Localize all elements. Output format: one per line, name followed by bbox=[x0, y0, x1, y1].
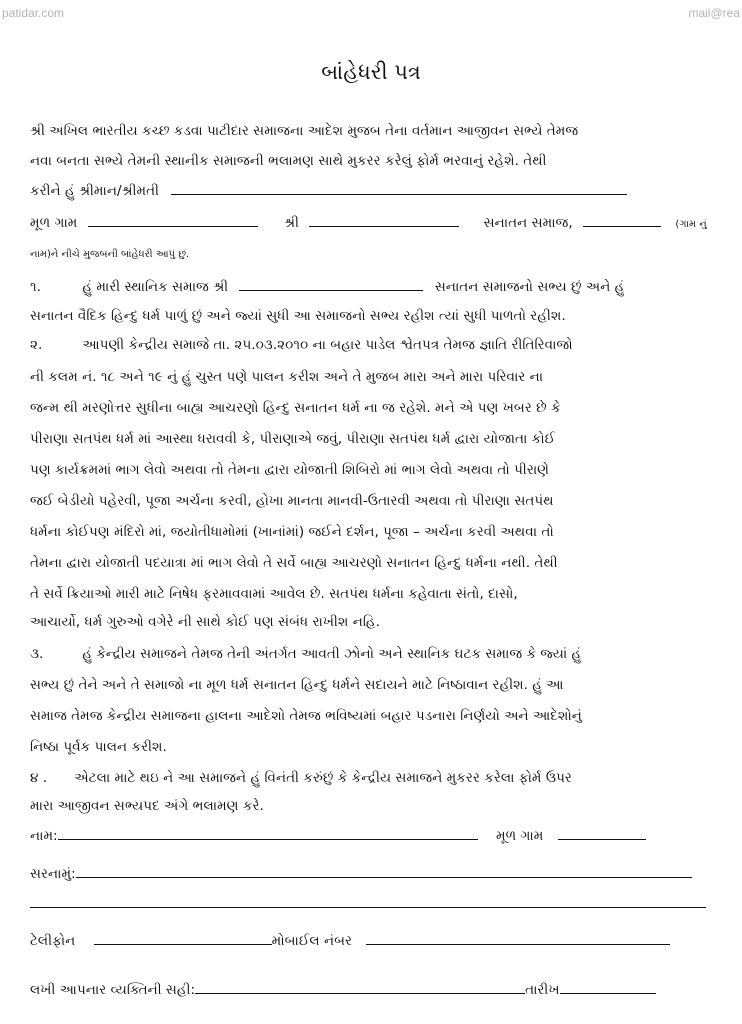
clause-2-line-2: ની કલમ નં. ૧૮ અને ૧૯ નું હું ચુસ્ત પણે પાલન કરીશ અને તે મુજબ મારા અને મારા પરિવાર ના bbox=[30, 369, 544, 385]
form-phone-row bbox=[30, 931, 730, 951]
mobile-input-line[interactable] bbox=[366, 931, 670, 945]
intro-line-3 bbox=[30, 181, 730, 201]
form-name-row bbox=[30, 826, 730, 846]
intro-village-name-blank[interactable] bbox=[583, 213, 661, 227]
form-signature-row bbox=[30, 980, 730, 1000]
header-right-email: mail@rea bbox=[688, 6, 740, 20]
date-input-line[interactable] bbox=[560, 980, 656, 994]
clause-3-line-2: સભ્ય છું તેને અને તે સમાજો ના મૂળ ધર્મ સનાતન હિન્દુ ધર્મને સદાયને માટે નિષ્ઠાવાન રહીશ. હું આ bbox=[30, 677, 564, 693]
intro-line-5 bbox=[30, 243, 730, 265]
clause-3-number: ૩. bbox=[30, 646, 44, 662]
clause-3-line-4: નિષ્ઠા પૂર્વક પાલન કરીશ. bbox=[30, 739, 167, 755]
clause-2-text-1: આપણી કેન્દ્રીય સમાજે તા. ૨૫.૦૩.૨૦૧૦ ના બહાર પાડેલ શ્વેતપત્ર તેમજ જ્ઞાતિ રીતિરિવાજો bbox=[82, 337, 573, 353]
intro-note: (ગામ નું bbox=[675, 219, 707, 230]
mobile-label: મોબાઈલ નંબર bbox=[271, 933, 353, 949]
clause-1-text-a: હું મારી સ્થાનિક સમાજ શ્રી bbox=[82, 279, 229, 295]
telephone-input-line[interactable] bbox=[94, 931, 272, 945]
intro-samaj-blank[interactable] bbox=[309, 213, 459, 227]
clause-1-line-2: સનાતન વૈદિક હિન્દુ ધર્મ પાળું છું અને જ્યાં સુધી આ સમાજનો સભ્ય રહીશ ત્યાં સુધી પાળતો રહીશ. bbox=[30, 308, 566, 324]
applicant-name-blank[interactable] bbox=[171, 181, 627, 195]
clause-3-line-3: સમાજ તેમજ કેન્દ્રીય સમાજના હાલના આદેશો તેમજ ભવિષ્યમાં બહાર પડનારા નિર્ણયો અને આદેશોનું bbox=[30, 708, 582, 724]
signature-input-line[interactable] bbox=[195, 980, 525, 994]
clause-2-line-6: જઈ બેડીયો પહેરવી, પૂજા અર્ચના કરવી, હોખા માનતા માનવી-ઉતારવી અથવા તો પીરાણા સતપંથ bbox=[30, 493, 554, 509]
address-input-line-1[interactable] bbox=[76, 864, 692, 878]
clause-4-line-1 bbox=[30, 768, 730, 788]
header-left-url: patidar.com bbox=[2, 6, 65, 20]
clause-3-line-1 bbox=[30, 644, 730, 664]
clause-2-line-3: જન્મ થી મરણોત્તર સુધીના બાહ્ય આચરણો હિન્દુ સનાતન ધર્મ ના જ રહેશે. મને એ પણ ખબર છે કે bbox=[30, 400, 561, 416]
clause-2-line-10: આચાર્યો, ધર્મ ગુરુઓ વગેરે ની સાથે કોઈ પણ સંબંધ રાખીશ નહિ. bbox=[30, 614, 380, 630]
village-label: મૂળ ગામ bbox=[495, 828, 544, 844]
intro-shri-label: શ્રી bbox=[284, 215, 299, 231]
intro-village-label: મૂળ ગામ bbox=[30, 215, 78, 231]
clause-1-line-1 bbox=[30, 277, 730, 297]
intro-line-3-text: કરીને હું શ્રીમાન/શ્રીમતી bbox=[30, 183, 160, 199]
clause-1-number: ૧. bbox=[30, 279, 41, 295]
address-label: સરનામું: bbox=[30, 866, 76, 882]
clause-3-text-1: હું કેન્દ્રીય સમાજને તેમજ તેની અંતર્ગત આવતી ઝોનો અને સ્થાનિક ઘટક સમાજ કે જ્યાં હું bbox=[82, 646, 582, 662]
form-address-row-2 bbox=[30, 894, 730, 914]
address-input-line-2[interactable] bbox=[30, 894, 706, 908]
clause-2-number: ૨. bbox=[30, 337, 43, 353]
clause-4-text-1: એટલા માટે થઇ ને આ સમાજને હું વિનંતી કરુંછું કે કેન્દ્રીય સમાજને મુકરર કરેલા ફોર્મ ઉપર bbox=[74, 770, 572, 786]
form-address-row bbox=[30, 864, 730, 884]
intro-line-5-text: નામ)ને નીચે મુજબની બાંહેધરી આપું છું. bbox=[30, 249, 190, 260]
page-title: બાંહેધરી પત્ર bbox=[321, 60, 421, 84]
clause-2-line-4: પીરાણા સતપંથ ધર્મ માં આસ્થા ધરાવવી કે, પીરાણાએ જવું, પીરાણા સતપંથ ધર્મ દ્વારા યોજાતા કોઈ bbox=[30, 431, 556, 447]
telephone-label: ટેલીફોન bbox=[30, 933, 76, 949]
intro-village-blank[interactable] bbox=[88, 213, 258, 227]
name-input-line[interactable] bbox=[58, 826, 478, 840]
date-label: તારીખ bbox=[525, 982, 560, 998]
clause-1-samaj-blank[interactable] bbox=[239, 277, 423, 291]
intro-line-4 bbox=[30, 213, 730, 235]
clause-2-line-7: ધર્મના કોઈપણ મંદિરો માં, જયોતીધામોમાં (ખાનાંમાં) જઈને દર્શન, પૂજા – અર્ચના કરવી અથવા તો bbox=[30, 524, 554, 540]
name-label: નામ: bbox=[30, 828, 58, 844]
clause-2-line-5: પણ કાર્યક્રમમાં ભાગ લેવો અથવા તો તેમના દ્વારા યોજાતી શિબિરો માં ભાગ લેવો અથવા તો પીરાણે bbox=[30, 462, 550, 478]
intro-sanatan-label: સનાતન સમાજ, bbox=[483, 215, 573, 231]
clause-2-line-1 bbox=[30, 335, 730, 355]
clause-4-line-2: મારા આજીવન સભ્યપદ અંગે ભલામણ કરે. bbox=[30, 798, 264, 814]
clause-2-line-8: તેમના દ્વારા યોજાતી પદયાત્રા માં ભાગ લેવો તે સર્વે બાહ્ય આચરણો સનાતન હિન્દુ ધર્મના નથી. તેથી bbox=[30, 555, 558, 571]
signature-label: લખી આપનાર વ્યક્તિની સહી: bbox=[30, 982, 196, 998]
clause-4-number: ૪ . bbox=[30, 770, 48, 786]
intro-line-2: નવા બનતા સભ્યે તેમની સ્થાનીક સમાજની ભલામણ સાથે મુકરર કરેલું ફોર્મ ભરવાનું રહેશે. તેથી bbox=[30, 153, 547, 169]
clause-1-text-b: સનાતન સમાજનો સભ્ય છું અને હું bbox=[434, 279, 625, 295]
intro-line-1: શ્રી અખિલ ભારતીય કચ્છ કડવા પાટીદાર સમાજના આદેશ મુજબ તેના વર્તમાન આજીવન સભ્યે તેમજ bbox=[30, 123, 579, 139]
village-input-line[interactable] bbox=[558, 826, 646, 840]
clause-2-line-9: તે સર્વે ક્રિયાઓ મારી માટે નિષેધ ફરમાવવામાં આવેલ છે. સતપંથ ધર્મના કહેવાતા સંતો, દાસો, bbox=[30, 586, 518, 602]
